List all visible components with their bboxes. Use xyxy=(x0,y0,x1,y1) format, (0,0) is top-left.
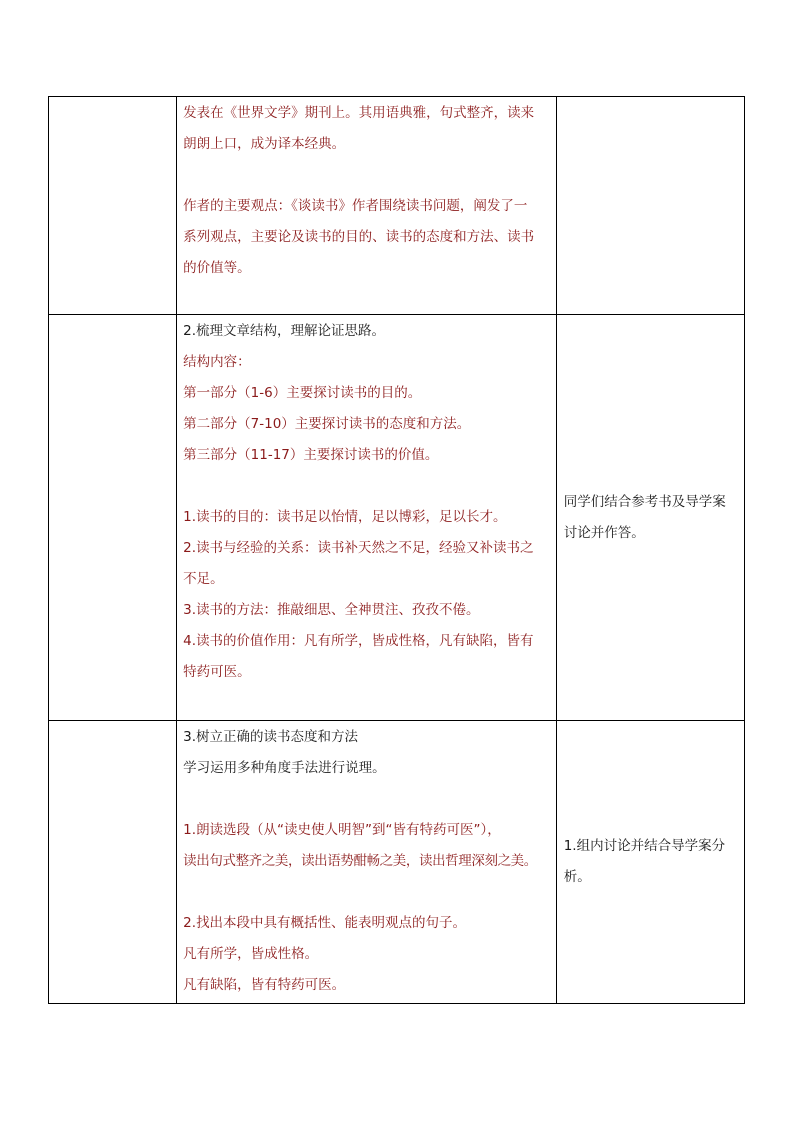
stage-cell xyxy=(49,721,177,1004)
stage-cell xyxy=(49,97,177,315)
content-cell xyxy=(177,315,557,721)
point-item: 2.读书与经验的关系：读书补天然之不足，经验又补读书之 xyxy=(183,540,534,556)
content-cell xyxy=(177,97,557,315)
content-cell xyxy=(177,721,557,1004)
activity-text: 同学们结合参考书及导学案 xyxy=(563,493,726,510)
section-heading: 2.梳理文章结构，理解论证思路。 xyxy=(183,323,386,339)
table-row xyxy=(49,721,745,1004)
task-answer: 凡有缺陷，皆有特药可医。 xyxy=(183,977,346,993)
structure-part: 第一部分（1-6）主要探讨读书的目的。 xyxy=(183,385,422,401)
point-item: 1.读书的目的：读书足以怡情，足以博彩，足以长才。 xyxy=(183,509,507,525)
point-item: 4.读书的价值作用：凡有所学，皆成性格，凡有缺陷，皆有 xyxy=(183,633,534,649)
activity-text: 1.组内讨论并结合导学案分 xyxy=(563,838,726,854)
structure-part: 第二部分（7-10）主要探讨读书的态度和方法。 xyxy=(183,416,471,432)
structure-part: 第三部分（11-17）主要探讨读书的价值。 xyxy=(183,447,439,463)
text-line: 的价值等。 xyxy=(183,260,251,276)
text-line: 系列观点，主要论及读书的目的、读书的态度和方法、读书 xyxy=(183,229,535,245)
activity-text: 讨论并作答。 xyxy=(563,524,645,541)
section-heading: 3.树立正确的读书态度和方法 xyxy=(183,729,359,745)
section-subheading: 学习运用多种角度手法进行说理。 xyxy=(183,760,386,776)
activity-text: 析。 xyxy=(563,869,591,885)
table-row xyxy=(49,97,745,315)
task-item: 2.找出本段中具有概括性、能表明观点的句子。 xyxy=(183,915,467,931)
point-item-continued: 不足。 xyxy=(183,571,224,587)
lesson-plan-table xyxy=(48,96,745,1004)
point-item-continued: 特药可医。 xyxy=(183,664,251,680)
text-line: 作者的主要观点：《谈读书》作者围绕读书问题，阐发了一 xyxy=(183,198,528,214)
table-row xyxy=(49,315,745,721)
point-item: 3.读书的方法：推敲细思、全神贯注、孜孜不倦。 xyxy=(183,602,480,618)
activity-cell xyxy=(556,315,744,721)
stage-cell xyxy=(49,315,177,721)
task-item: 1.朗读选段（从“读史使人明智”到“皆有特药可医”）， xyxy=(183,822,501,838)
activity-cell xyxy=(556,97,744,315)
text-line: 发表在《世界文学》期刊上。其用语典雅，句式整齐，读来 xyxy=(183,105,535,121)
activity-cell xyxy=(556,721,744,1004)
task-answer: 凡有所学，皆成性格。 xyxy=(183,946,319,962)
text-line: 朗朗上口，成为译本经典。 xyxy=(183,136,346,152)
task-item-continued: 读出句式整齐之美，读出语势酣畅之美，读出哲理深刻之美。 xyxy=(183,853,537,869)
structure-label: 结构内容： xyxy=(183,354,251,370)
